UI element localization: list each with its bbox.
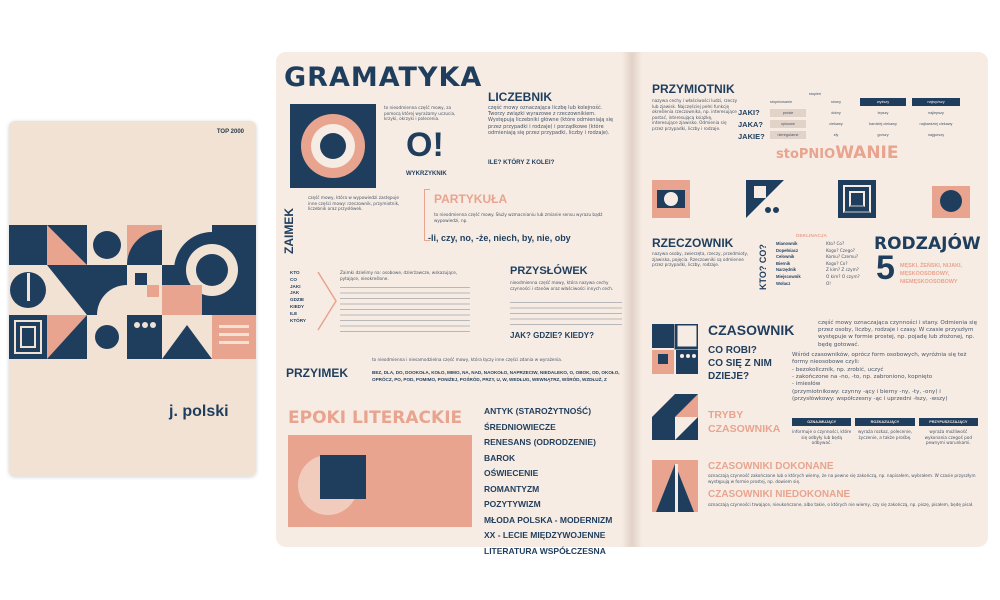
tryby-column-header: ROZKAZUJĄCY xyxy=(855,418,914,426)
rodzajow-number: 5 xyxy=(876,249,895,287)
table-cell: zły xyxy=(833,133,839,137)
liczebnik-text: część mowy oznaczająca liczbę lub kolejność. Tworzy związki wyrazowe z rzeczownikiem. Występują liczebniki główne (które odmieniają się przez przypadki i rodzaje) i porządkowe (które odmieniają się przez przypadki, liczby i rodzaje). xyxy=(488,105,614,136)
tryby-table-header xyxy=(792,418,978,426)
dokonane-heading: CZASOWNIKI DOKONANE xyxy=(708,461,834,472)
tryby-cell: wyraża rozkaz, polecenie, życzenie, a także prośbę. xyxy=(857,429,912,440)
table-cell: równy xyxy=(830,100,842,104)
right-page xyxy=(632,52,988,547)
czasownik-forms xyxy=(792,367,978,389)
rodzaj-item: MĘSKOOSOBOWY, xyxy=(900,271,950,277)
zaimek-arrow xyxy=(316,270,338,332)
rzeczownik-text: nazywa osoby, zwierzęta, rzeczy, przedmioty, zjawiska, pojęcia. Rzeczowniki są odmienne przez przypadki, liczby, rodzaje. xyxy=(652,251,749,268)
page-title: GRAMATYKA xyxy=(284,62,483,93)
czasownik-heading: CZASOWNIK xyxy=(708,322,795,338)
czasownik-form: - bezokolicznik, np. zrobić, uczyć xyxy=(792,367,884,373)
list-item: ŚREDNIOWIECZE xyxy=(484,421,556,432)
nested-squares-icon xyxy=(838,180,876,218)
brand-label: TOP 2000 xyxy=(216,129,244,135)
czasownik-text: część mowy oznaczająca czynności i stany. Odmienia się przez osoby, liczby, rodzaje i czasy. W czasie przyszłym występuje w formie prostej, np. pojadę lub złożonej, np. będę gotować. xyxy=(818,320,978,348)
stopniowanie-table xyxy=(770,92,976,146)
rodzajow-heading: RODZAJÓW xyxy=(874,234,981,254)
przymiotnik-heading: PRZYMIOTNIK xyxy=(652,82,735,96)
zaimek-fine-text xyxy=(340,287,470,335)
case-name: Biernik xyxy=(776,260,791,266)
przyimek-heading: PRZYIMEK xyxy=(286,366,349,380)
przyslowek-fine-text xyxy=(510,302,622,326)
case-question: Kogo? Co? xyxy=(826,260,848,266)
liczebnik-questions: ILE? KTÓRY Z KOLEI? xyxy=(488,159,555,166)
notebook-cover xyxy=(9,121,256,476)
czasownik-question: CO SIĘ Z NIM xyxy=(708,358,772,369)
tryby-heading: TRYBY CZASOWNIKA xyxy=(708,409,781,435)
list-item: XX - LECIE MIĘDZYWOJENNE xyxy=(484,530,606,540)
case-name: Celownik xyxy=(776,254,795,260)
case-question: Kto? Co? xyxy=(826,241,845,246)
table-header: stopień xyxy=(808,92,822,96)
tryby-column-header: OZNAJMUJĄCY xyxy=(792,418,851,426)
przymiotnik-question: JAKIE? xyxy=(738,132,765,141)
czasownik-imieslow: (przymiotnikowy: czynny -ący i bierny -ny, -ty, -ony) i (przysłówkowy: współczesny -ąc i uprzedni -łszy, -wszy) xyxy=(792,389,948,403)
rodzaj-item: NIEMĘSKOOSOBOWY xyxy=(900,279,958,285)
dokonane-illustration xyxy=(652,460,698,512)
table-cell: najbardziej ciekawy xyxy=(919,122,953,126)
przyimek-examples: BEZ, DLA, DO, DOOKOŁA, KOŁO, MIMO, NA, NAD, NAOKOŁO, NAPRZECIW, NIEDALEKO, O, OBOK, OD, OKOŁO, OPRÓCZ, PO, POD, POMIMO, PONIŻEJ, POŚRÓD, PRZY, U, W, WEDŁUG, WEWNĄTRZ, WŚRÓD, WZDŁUŻ, Z xyxy=(372,370,620,382)
case-name: Mianownik xyxy=(776,241,798,246)
case-name: Dopełniacz xyxy=(776,247,799,253)
zaimek-question: KTÓRY xyxy=(290,317,306,323)
page-gutter-shadow xyxy=(622,52,642,547)
przyimek-text: to nieodmienna i niesamodzielna część mowy, która łączy inne części zdania w wyrażenia. xyxy=(372,357,563,362)
table-cell: najwyższy xyxy=(927,100,945,104)
zaimek-question: JAK xyxy=(290,290,300,296)
case-name: Miejscownik xyxy=(776,273,801,279)
tryby-cell: informuje o czynności, które się odbyły lub będą odbywać. xyxy=(792,429,852,446)
table-cell: proste xyxy=(782,111,794,115)
triangle-dots-icon xyxy=(746,180,784,218)
czasownik-question: CO ROBI? xyxy=(708,345,757,356)
przyslowek-questions: JAK? GDZIE? KIEDY? xyxy=(510,331,595,340)
list-item: POZYTYWIZM xyxy=(484,499,541,509)
tryby-illustration xyxy=(652,394,698,440)
zaimek-question: ILE xyxy=(290,310,298,316)
tryby-cell: wyraża możliwość wykonania czegoś pod pewnymi warunkami. xyxy=(924,429,972,446)
czasownik-illustration xyxy=(652,324,698,374)
cover-geometric-pattern xyxy=(9,225,256,359)
zaimek-question: KIEDY xyxy=(290,303,305,309)
table-cell: bardziej ciekawy xyxy=(869,122,897,126)
epoki-list xyxy=(484,404,612,559)
left-page xyxy=(276,52,632,556)
table-cell: gorszy xyxy=(877,133,889,137)
case-name: Narzędnik xyxy=(776,267,797,273)
list-item: LITERATURA WSPÓŁCZESNA xyxy=(484,545,606,556)
rzeczownik-side-label: KTO? CO? xyxy=(758,244,768,290)
czasownik-form: - imiesłów xyxy=(792,381,821,388)
table-cell: opisowe xyxy=(781,122,795,126)
list-item: ROMANTYZM xyxy=(484,483,540,494)
przyslowek-heading: PRZYSŁÓWEK xyxy=(510,265,588,277)
zaimek-question: JAKI xyxy=(290,283,301,289)
rodzaje-list xyxy=(900,262,962,286)
case-question: O! xyxy=(826,280,831,286)
stopniowanie-prefix: stoPNIO xyxy=(776,147,836,162)
wykrzyknik-mark: O! xyxy=(406,126,444,164)
zaimek-heading: ZAIMEK xyxy=(282,208,296,254)
niedokonane-text: oznaczają czynności trwające, nieukończone, albo takie, o których nie wiemy, czy się zakończą, np. piszę, pisałem, będę pisał. xyxy=(708,502,974,507)
rodzaj-item: MĘSKI, ŻEŃSKI, NIJAKI, xyxy=(900,263,963,269)
epoki-heading: EPOKI LITERACKIE xyxy=(288,408,463,428)
cover-subject-title: j. polski xyxy=(169,403,229,420)
tryby-column-header: PRZYPUSZCZAJĄCY xyxy=(919,418,978,426)
stopniowanie-title xyxy=(776,143,899,163)
case-question: Z kim? Z czym? xyxy=(826,267,859,273)
czasownik-form: - zakończone na -no, -to, np. zabroniono, kopnięto xyxy=(792,374,933,381)
wykrzyknik-text: to nieodmienna część mowy, za pomocą której wyrażamy uczucia, krzyki, okrzyki i polecenia. xyxy=(384,105,456,122)
list-item: MŁODA POLSKA - MODERNIZM xyxy=(484,514,613,525)
rzeczownik-heading: RZECZOWNIK xyxy=(652,236,734,250)
wykrzyknik-illustration xyxy=(290,104,376,188)
partykula-examples: -li, czy, no, -że, niech, by, nie, oby xyxy=(428,233,571,243)
przymiotnik-question: JAKI? xyxy=(738,108,760,117)
zaimek-question: CO xyxy=(290,276,297,282)
zaimek-text: część mowy, która w wypowiedzi zastępuje inne części mowy: rzeczownik, przymiotnik, liczebnik oraz przysłówek. xyxy=(308,195,400,212)
table-cell: ciekawy xyxy=(829,122,843,126)
epoki-illustration xyxy=(288,435,472,527)
case-question: Kogo? Czego? xyxy=(826,247,856,253)
stopniowanie-suffix: WANIE xyxy=(835,143,899,163)
czasownik-forms-intro: Wśród czasowników, oprócz form osobowych, wyróżnia się też formy nieosobowe czyli: xyxy=(792,352,967,366)
czasownik-question: DZIEJE? xyxy=(708,371,750,382)
przymiotnik-text: nazywa cechy i właściwości ludzi, rzeczy lub zjawisk. Najczęściej pełni funkcję określenia rzeczownika, np. interesujące postać, interesującą książkę, interesujące zjawisko. Odmienia się przez przypadki, liczby i rodzaje. xyxy=(652,98,738,131)
wykrzyknik-label: WYKRZYKNIK xyxy=(406,171,447,177)
circle-square-icon xyxy=(932,180,970,218)
zaimek-question: GDZIE xyxy=(290,297,305,303)
partykula-text: to nieodmienna część mowy. Służy wzmacnianiu lub zmianie sensu wyrazu bądź wypowiedzi, np. xyxy=(434,212,603,223)
declension-table xyxy=(776,234,876,287)
open-notebook-spread xyxy=(276,52,988,556)
list-item: RENESANS (ODRODZENIE) xyxy=(484,437,596,447)
zaimek-question: KTO xyxy=(290,270,300,275)
przyslowek-text: nieodmienna część mowy, która nazywa cechy czynności i stanów oraz właściwości innych cech. xyxy=(510,280,614,291)
list-item: BAROK xyxy=(484,452,516,463)
list-item: OŚWIECENIE xyxy=(484,468,539,478)
table-cell: nieregularne xyxy=(777,133,799,137)
table-cell: stopniowanie xyxy=(770,100,793,104)
table-cell: najgorszy xyxy=(927,133,945,137)
zaimek-note: Zaimki dzielimy na: osobowe, dzierżawcze, wskazujące, pytające, nieokreślone. xyxy=(340,270,458,281)
tryby-table-body xyxy=(792,429,978,446)
case-question: Komu? Czemu? xyxy=(826,254,859,260)
table-cell: wyższy xyxy=(876,100,890,104)
table-cell: najlepszy xyxy=(928,111,944,115)
niedokonane-heading: CZASOWNIKI NIEDOKONANE xyxy=(708,489,851,500)
case-question: O kim? O czym? xyxy=(826,273,860,279)
table-cell: lepszy xyxy=(877,111,889,115)
dokonane-text: oznaczają czynność zakończone lub o których wiemy, że na pewno się zakończą, np. napisałem, wybrałem. W czasie przyszłym występują w formie prostej, np. dowiem się. xyxy=(708,473,976,484)
przymiotnik-question: JAKA? xyxy=(738,120,764,129)
table-cell: dobry xyxy=(831,111,841,115)
czasownik-questions xyxy=(708,344,772,383)
case-name: Wołacz xyxy=(776,280,791,286)
list-item: ANTYK (STAROŻYTNOŚĆ) xyxy=(484,406,592,416)
square-circle-icon xyxy=(652,180,690,218)
przymiotnik-questions xyxy=(738,107,765,143)
liczebnik-heading: LICZEBNIK xyxy=(488,90,552,104)
declension-header: DEKLINACJA xyxy=(796,234,827,239)
partykula-heading: PARTYKUŁA xyxy=(434,192,508,206)
